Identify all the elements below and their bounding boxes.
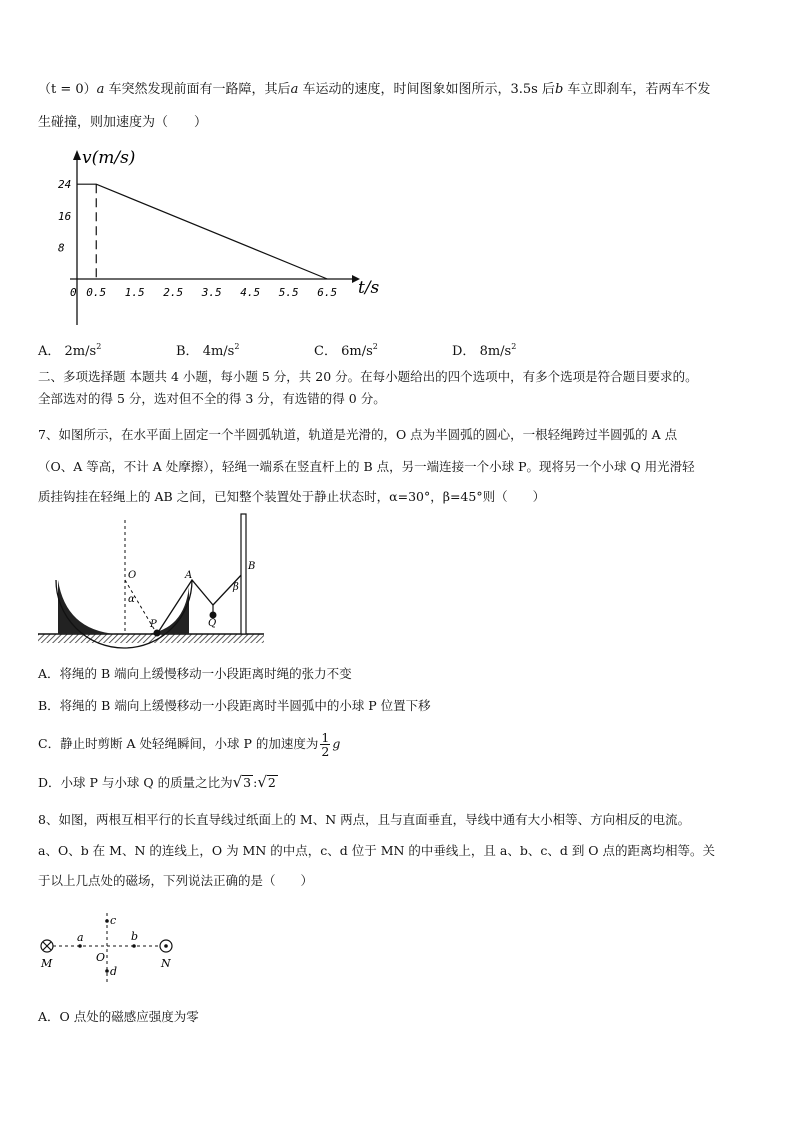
q8-line1: 8、如图，两根互相平行的长直导线过纸面上的 M、N 两点，且与直面垂直，导线中通有大小相等、方向相反的电流。 bbox=[38, 812, 691, 827]
x-tick-label: 5.5 bbox=[278, 286, 299, 299]
x-tick-label: 3.5 bbox=[201, 286, 222, 299]
wire-m-into-page-icon bbox=[41, 940, 53, 952]
q7-line2: （O、A 等高，不计 A 处摩擦），轻绳一端系在竖直杆上的 B 点，另一端连接一个小球 P。现将另一个小球 Q 用光滑轻 bbox=[38, 459, 695, 474]
label-m: M bbox=[41, 957, 53, 970]
left-block bbox=[58, 580, 116, 634]
y-tick-label: 16 bbox=[58, 209, 72, 223]
q6-opt-d-letter: D． bbox=[452, 344, 476, 359]
rope bbox=[157, 572, 244, 634]
x-tick-label: 6.5 bbox=[317, 286, 338, 299]
q7-option-a[interactable]: A．将绳的 B 端向上缓慢移动一小段距离时绳的张力不变 bbox=[38, 666, 352, 681]
q6-text-2: 车运动的速度，时间图象如图所示， bbox=[298, 82, 511, 97]
sqrt-2: 2 bbox=[267, 775, 276, 790]
q6-opt-a-letter: A． bbox=[38, 344, 61, 359]
q6-option-c[interactable] bbox=[314, 340, 378, 359]
q7-line1: 7、如图所示，在水平面上固定一个半圆弧轨道，轨道是光滑的，O 点为半圆弧的圆心，一根轻绳跨过半圆弧的 A 点 bbox=[38, 427, 678, 442]
section2-line1: 二、多项选择题 本题共 4 小题，每小题 5 分，共 20 分。在每小题给出的四个选项中，有多个选项是符合题目要求的。 bbox=[38, 369, 698, 384]
ratio-colon: : bbox=[253, 775, 258, 790]
y-axis-label: v(m/s) bbox=[82, 148, 136, 168]
q6-text-4: 车立即刹车，若两车不发 bbox=[563, 82, 711, 97]
label-d8: d bbox=[110, 965, 118, 978]
sqrt-icon: √ bbox=[232, 773, 243, 791]
x-tick-label: 1.5 bbox=[124, 286, 145, 299]
label-o8: O bbox=[96, 951, 106, 964]
y-tick-label: 8 bbox=[58, 241, 65, 255]
q7-opt-d-text: D．小球 P 与小球 Q 的质量之比为 bbox=[38, 775, 233, 790]
label-alpha: α bbox=[128, 594, 135, 605]
q6-opt-c-sup: 2 bbox=[372, 342, 378, 351]
q6-text-3: 后 bbox=[537, 82, 555, 97]
point-c bbox=[105, 919, 109, 923]
label-beta: β bbox=[233, 582, 239, 593]
ground-hatch bbox=[38, 634, 264, 643]
x-tick-label: 4.5 bbox=[240, 286, 261, 299]
vt-graph bbox=[40, 140, 400, 330]
q6-var-a2: a bbox=[290, 82, 299, 97]
q6-line1 bbox=[38, 82, 710, 98]
label-a: A bbox=[185, 570, 193, 581]
q7-option-d[interactable] bbox=[38, 774, 278, 791]
q6-time: 3.5s bbox=[510, 82, 538, 97]
q6-opt-d-value: 8m/s bbox=[479, 344, 512, 359]
q6-option-d[interactable] bbox=[452, 340, 516, 359]
q7-opt-c-text: C．静止时剪断 A 处轻绳瞬间，小球 P 的加速度为 bbox=[38, 736, 319, 751]
q7-line3: 质挂钩挂在轻绳上的 AB 之间，已知整个装置处于静止状态时，α=30°，β=45°则（ ） bbox=[38, 489, 546, 504]
q8-figure bbox=[36, 903, 196, 993]
q6-opt-b-sup: 2 bbox=[234, 342, 240, 351]
y-axis-arrow bbox=[73, 150, 81, 160]
q6-var-a: a bbox=[96, 82, 105, 97]
q6-option-a[interactable] bbox=[38, 340, 101, 359]
point-d bbox=[105, 969, 109, 973]
q6-text-1: 车突然发现前面有一路障，其后 bbox=[104, 82, 291, 97]
label-q: Q bbox=[208, 618, 217, 629]
x-axis-label: t/s bbox=[358, 278, 380, 298]
x-tick-label: 0.5 bbox=[86, 286, 107, 299]
sqrt-3: 3 bbox=[243, 775, 252, 790]
velocity-line bbox=[77, 184, 327, 279]
label-b: B bbox=[248, 561, 256, 572]
q6-opt-d-sup: 2 bbox=[511, 342, 517, 351]
var-g: g bbox=[332, 736, 341, 751]
label-c8: c bbox=[110, 914, 117, 927]
q6-opt-b-value: 4m/s bbox=[202, 344, 235, 359]
q6-opt-a-value: 2m/s bbox=[64, 344, 97, 359]
q7-figure bbox=[36, 512, 276, 652]
origin-label: 0 bbox=[70, 286, 77, 299]
q8-line2: a、O、b 在 M、N 的连线上，O 为 MN 的中点，c、d 位于 MN 的中垂线上，且 a、b、c、d 到 O 点的距离均相等。关 bbox=[38, 843, 716, 858]
q7-option-b[interactable]: B．将绳的 B 端向上缓慢移动一小段距离时半圆弧中的小球 P 位置下移 bbox=[38, 698, 431, 713]
y-tick-label: 24 bbox=[58, 178, 72, 192]
vertical-pole bbox=[241, 514, 246, 634]
wire-n-out-of-page-icon bbox=[160, 940, 172, 952]
q8-option-a[interactable]: A．O 点处的磁感应强度为零 bbox=[38, 1009, 199, 1024]
q6-option-b[interactable] bbox=[176, 340, 239, 359]
label-b8: b bbox=[131, 930, 139, 943]
point-a bbox=[78, 944, 82, 948]
q6-t0-tag: （t = 0） bbox=[38, 82, 97, 97]
label-o: O bbox=[128, 570, 137, 581]
label-n: N bbox=[161, 957, 171, 970]
x-tick-label: 2.5 bbox=[163, 286, 184, 299]
label-p: P bbox=[150, 619, 157, 630]
q6-line2: 生碰撞，则加速度为（ ） bbox=[38, 115, 208, 130]
q6-opt-c-letter: C． bbox=[314, 344, 337, 359]
q7-option-c[interactable] bbox=[38, 731, 340, 758]
sqrt-icon: √ bbox=[257, 773, 267, 791]
point-b bbox=[132, 944, 136, 948]
frac-denominator: 2 bbox=[321, 744, 330, 759]
label-a8: a bbox=[77, 931, 84, 944]
section2-line2: 全部选对的得 5 分，选对但不全的得 3 分，有选错的得 0 分。 bbox=[38, 391, 386, 406]
q6-opt-b-letter: B． bbox=[176, 344, 199, 359]
frac-numerator: 1 bbox=[321, 730, 330, 745]
q6-opt-a-sup: 2 bbox=[96, 342, 102, 351]
fraction-one-half bbox=[320, 731, 330, 758]
q6-var-b: b bbox=[554, 82, 564, 97]
q8-line3: 于以上几点处的磁场，下列说法正确的是（ ） bbox=[38, 873, 314, 888]
ball-p bbox=[154, 630, 161, 637]
q6-opt-c-value: 6m/s bbox=[341, 344, 373, 359]
